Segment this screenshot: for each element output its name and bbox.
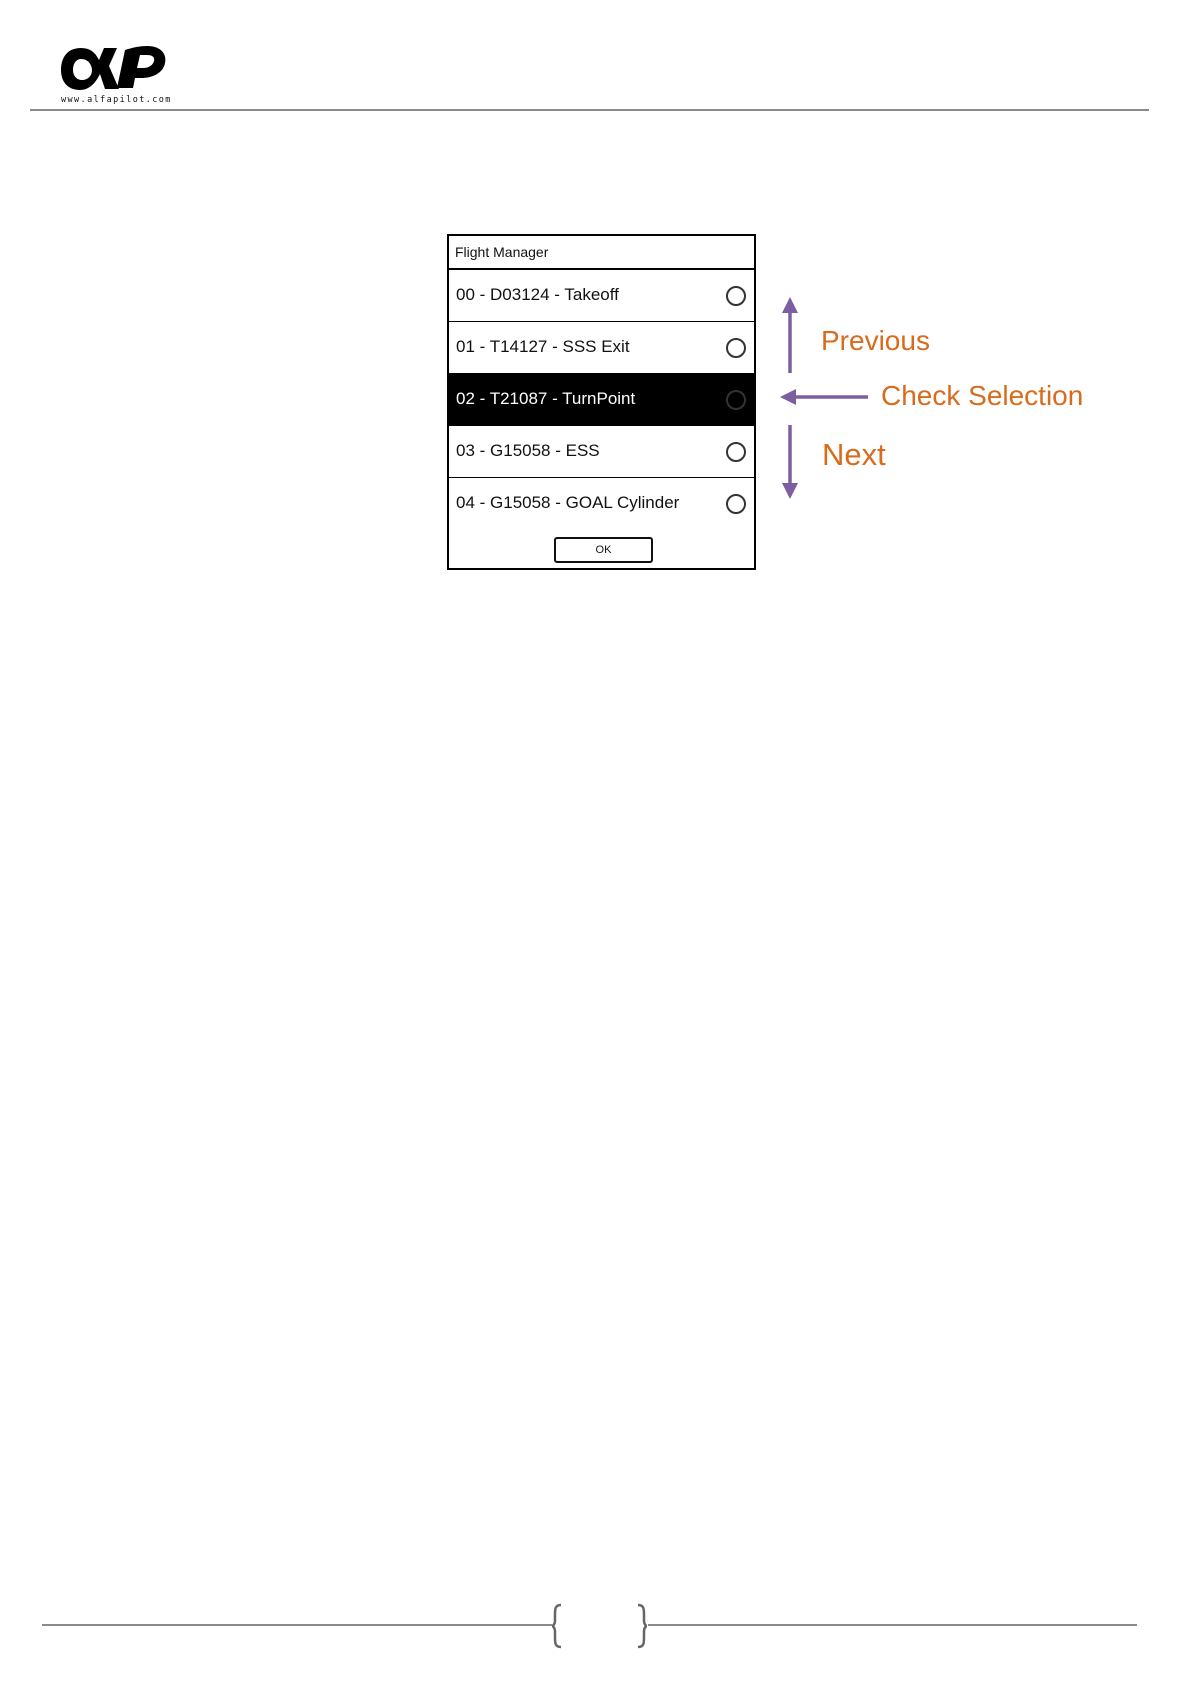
footer-divider-right	[648, 1624, 1137, 1626]
radio-button-icon[interactable]	[726, 494, 746, 514]
page-number-bracket-left-icon	[551, 1603, 563, 1649]
arrow-up-icon	[782, 297, 798, 373]
waypoint-row-01[interactable]	[449, 322, 754, 374]
dialog-title: Flight Manager	[455, 244, 549, 260]
waypoint-row-04[interactable]	[449, 478, 754, 530]
waypoint-row-02[interactable]	[449, 374, 754, 426]
radio-button-icon[interactable]	[726, 442, 746, 462]
header-divider	[30, 109, 1149, 111]
radio-button-icon[interactable]	[726, 390, 746, 410]
waypoint-list	[449, 270, 754, 530]
waypoint-label: 01 - T14127 - SSS Exit	[456, 337, 630, 356]
previous-annotation: Previous	[821, 325, 930, 356]
arrow-down-icon	[782, 425, 798, 499]
waypoint-label: 04 - G15058 - GOAL Cylinder	[456, 493, 680, 512]
next-annotation: Next	[822, 437, 886, 472]
flight-manager-dialog	[447, 234, 756, 570]
check-selection-annotation: Check Selection	[881, 380, 1084, 411]
radio-button-icon[interactable]	[726, 286, 746, 306]
page-number-bracket-right-icon	[636, 1603, 648, 1649]
radio-button-icon[interactable]	[726, 338, 746, 358]
waypoint-label: 03 - G15058 - ESS	[456, 441, 600, 460]
arrow-left-icon	[780, 389, 868, 405]
alfapilot-logo-mark	[59, 44, 167, 100]
waypoint-row-00[interactable]	[449, 270, 754, 322]
waypoint-row-03[interactable]	[449, 426, 754, 478]
waypoint-label: 00 - D03124 - Takeoff	[456, 285, 619, 304]
waypoint-label: 02 - T21087 - TurnPoint	[456, 389, 636, 408]
logo-url-text: www.alfapilot.com	[61, 95, 172, 105]
footer-divider-left	[42, 1624, 552, 1626]
ok-button[interactable]: OK	[554, 537, 653, 563]
